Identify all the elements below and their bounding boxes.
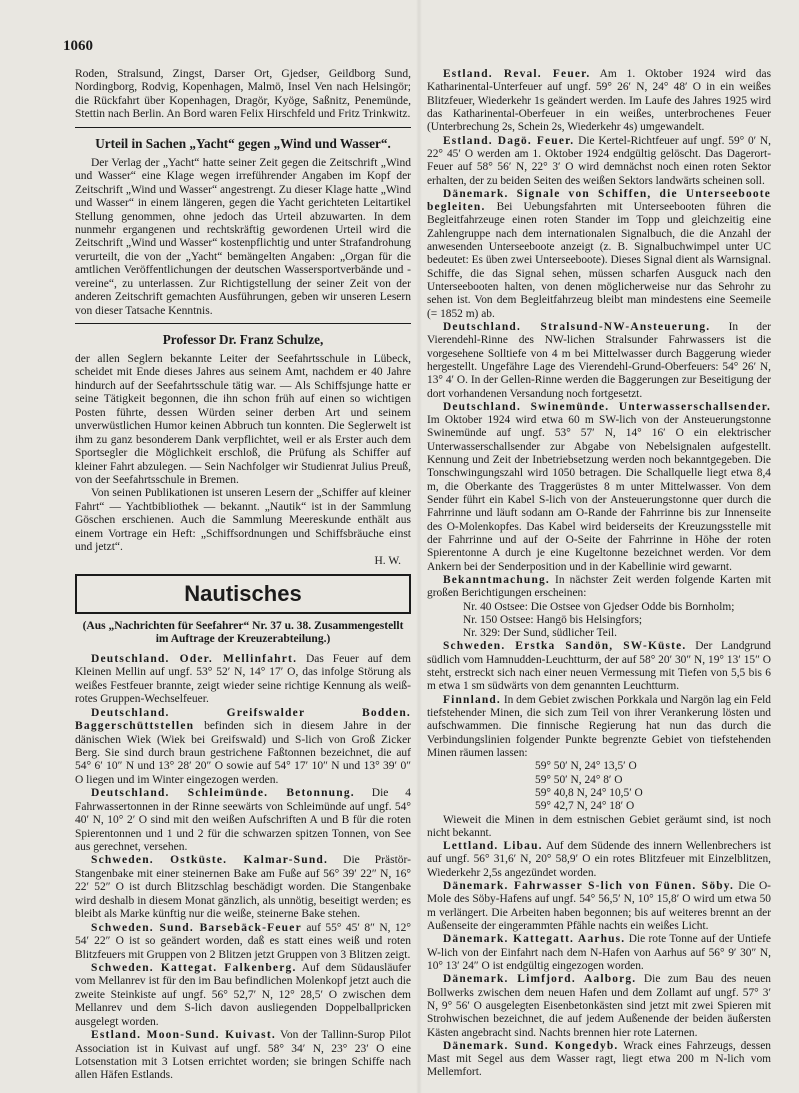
notice-title: Deutschland. Greifswalder Bodden. Baggerschüttstellen [75, 706, 411, 733]
notice-title: Deutschland. Oder. Mellinfahrt. [91, 652, 298, 665]
notice-item [75, 653, 411, 707]
notice-body: In dem Gebiet zwischen Porkkala und Nargön lag ein Feld tiefstehender Minen, die sich zum Teil von ihrer Verankerung lösten und aufschwammen. Die finnische Regierung hat nun das durch die Verbindungslinien folgender Punkte begrenzte Gebiet von tiefstehenden Minen räumen lassen: [427, 693, 771, 759]
notice-body: Von der Tallinn-Surop Pilot Association ist in Kuivast auf ungf. 58° 34′ N, 23° 23′ O eine Lotsenstation mit 3 Lotsen errichtet worden; sie bringen Schiffe nach allen Häfen Estlands. [75, 1029, 411, 1082]
notice-item [427, 973, 771, 1040]
notice-title: Schweden. Erstka Sandön, SW-Küste. [443, 640, 687, 653]
notice-body: Die Kertel-Richtfeuer auf ungf. 59° 0′ N, 22° 45′ O werden am 1. Oktober 1924 endgültig gelöscht. Das Dagerort-Feuer auf 58° 56′ N, 22° 3′ O wird demnächst noch einen roten Sektor erhalten, der zu beiden Seiten des weißen Sektors landwärts scheinen soll. [427, 134, 771, 187]
right-notice-list-1 [427, 68, 771, 601]
coordinate-list [427, 760, 771, 813]
signature: H. W. [374, 554, 401, 567]
section-divider [75, 323, 411, 324]
notice-title: Dänemark. Fahrwasser S-lich von Fünen. Söby. [443, 880, 735, 893]
notice-body: Die O-Mole des Söby-Hafens auf ungf. 54° 56,5′ N, 10° 15,8′ O wird um etwa 50 m verlängert. Die Arbeiten haben begonnen; bis auf weiteres brennt an der Außenseite der eingerammten Pfähle nachts ein weißes Licht. [427, 880, 771, 932]
notice-title: Bekanntmachung. [443, 573, 550, 586]
notice-title: Dänemark. Kattegatt. Aarhus. [443, 933, 626, 946]
chart-entry: Nr. 40 Ostsee: Die Ostsee von Gjedser Odde bis Bornholm; [463, 600, 735, 613]
notice-item [427, 640, 771, 693]
notice-title: Deutschland. Swinemünde. Unterwasserschallsender. [443, 400, 771, 413]
notice-body: In nächster Zeit werden folgende Karten mit großen Berichtigungen erscheinen: [427, 573, 771, 600]
urteil-paragraph: Der Verlag der „Yacht“ hatte seiner Zeit gegen die Zeitschrift „Wind und Wasser“ eine Klage wegen irreführender Angaben im Kopf der Zeitschrift „Wind und Wasser“ angestrengt. Zu dieser Klage hatte „Wind und Wasser“ in einem längeren, gegen die Yacht gerichteten Leitartikel Stellung genommen, ohne jedoch das Urteil abzuwarten. In dem nunmehr ergangenen und rechtskräftig gewordenen Urteil wird die Zeitschrift „Wind und Wasser“ kostenpflichtig und unter Strafandrohung verurteilt, die von der „Yacht“ bemängelten Angaben: „Organ für die amtlichen Veröffentlichungen der deutschen Wassersportverbände und -vereine“, zu unterlassen. Zur Richtigstellung der seiner Zeit von der anderen Zeitschrift gemachten Ausführungen, geben wir unseren Lesern von dieser Tatsache Kenntnis. [75, 156, 411, 317]
nautisches-heading: Nautisches [184, 581, 302, 606]
notice-body: Wrack eines Fahrzeugs, dessen Mast mit Segel aus dem Wasser ragt, liegt etwa 200 m N-lich vom Mellemfort. [427, 1039, 771, 1079]
notice-body: Bei Uebungsfahrten mit Unterseebooten führen die Begleitfahrzeuge einen roten Stander im Topp und gleichzeitig eine Zahlengruppe nach dem internationalen Signalbuch, die die Anzahl der anwesenden Unterseeboote anzeigt (z. B. Signalbuchwimpel unter UC bedeutet: Es üben zwei Unterseeboote). Dieses Signal dient als Warnsignal. Schiffe, die das Signal sehen, müssen scharfen Ausguck nach den Unterseebooten halten, von denen möglicherweise nur das Sehrohr zu sehen ist. Von dem Begleitfahrzeug bleibt man mindestens eine Seemeile (= 1852 m) ab. [427, 201, 771, 320]
notice-body: Auf dem Südausläufer vom Mellanrev ist für den im Bau befindlichen Molenkopf jetzt auch die zweite Steinkiste auf ungf. 56° 52,7′ N, 12° 28,5′ O zwischen dem Mellanrev und dem S-lich davon ausliegenden Doppelballpricken ausgelegt worden. [75, 961, 411, 1028]
notice-item [427, 1040, 771, 1080]
section-divider [75, 127, 411, 128]
coordinate-entry: 59° 50′ N, 24° 13,5′ O [535, 760, 637, 773]
finnland-closing: Wieweit die Minen in dem estnischen Gebiet geräumt sind, ist noch nicht bekannt. [427, 813, 771, 839]
right-notice-list-3 [427, 840, 771, 1080]
page-fold-shadow [416, 0, 422, 1093]
notice-item [427, 574, 771, 601]
notice-item [427, 694, 771, 761]
notice-item [427, 188, 771, 321]
notice-title: Estland. Reval. Feuer. [443, 68, 591, 80]
right-notice-list-2 [427, 640, 771, 760]
left-notice-list [75, 653, 411, 1083]
notice-title: Estland. Dagö. Feuer. [443, 134, 575, 147]
chart-entry: Nr. 329: Der Sund, südlicher Teil. [463, 627, 618, 640]
schulze-paragraph: der allen Seglern bekannte Leiter der Seefahrtsschule in Lübeck, scheidet mit Ende dieses Jahres aus seinem Amt, nachdem er 40 Jahre hindurch auf der Seefahrtsschule tätig war. — Als Schiffsjunge hatte er seine Tätigkeit begonnen, die ihn schon früh auf einen so wichtigen Posten führte, dessen Würden seiner derben Art und seinem unverwüstlichen Humor keinen Abbruch tun konnten. Die Seglerwelt ist ihm zu ganz besonderem Dank verpflichtet, weil er als Erster auch dem Sportsegler die Möglichkeit erschloß, die Prüfung als Schiffer auf kleiner Fahrt abzulegen. — Sein Nachfolger wir Studienrat Julius Preuß, von der Seefahrtsschule in Bremen. [75, 353, 411, 486]
notice-title: Estland. Moon-Sund. Kuivast. [91, 1029, 276, 1042]
notice-body: auf 55° 45′ 8″ N, 12° 54′ 22″ O ist so geändert worden, daß es statt eines weiß und roten Blitzfeuers mit Gruppen von 2 Blitzen jetzt Gruppen von 3 Blitzen zeigt. [75, 921, 412, 961]
page-number: 1060 [63, 38, 93, 54]
notice-item [75, 854, 411, 921]
notice-body: Die Prästör-Stangenbake mit einer steinernen Bake am Fuße auf 56° 39′ 22″ N, 16° 22′ 52″ O ist durch Blitzschlag beschädigt worden. Die Stangenbake wird deshalb in diesem Monat gänzlich, als unnötig, beseitigt werden; es bleibt als Marke künftig nur die weiße, steinerne Bake stehen. [75, 854, 411, 921]
notice-title: Dänemark. Limfjord. Aalborg. [443, 973, 637, 986]
notice-item [427, 321, 771, 401]
notice-body: Die 4 Fahrwassertonnen in der Rinne seewärts von Schleimünde auf ungf. 54° 40′ N, 10° 2′ O sind mit den weißen Aufschriften A und B für die roten Spierentonnen und 1 und 2 für die schwarzen spitzen Tonnen, von See aus gerechnet, versehen. [75, 787, 412, 853]
notice-body: befinden sich in diesem Jahre in der dänischen Wiek (Wiek bei Greifswald) und S-lich von Groß Zicker Berg. Sie sind durch braun gestrichene Faßtonnen bezeichnet, die auf 54° 6′ 10″ N und 13° 28′ 20″ O sowie auf 54° 17′ 10″ N und 13° 39′ 0″ O liegen und im Winter eingezogen werden. [75, 720, 411, 786]
schulze-heading: Professor Dr. Franz Schulze, [162, 332, 324, 347]
coordinate-entry: 59° 42,7 N, 24° 18′ O [535, 800, 635, 813]
intro-paragraph: Roden, Stralsund, Zingst, Darser Ort, Gjedser, Geildborg Sund, Nordingborg, Rodvig, Kopenhagen, Malmö, Insel Ven nach Helsingör; die Rückfahrt über Kopenhagen, Dragör, Kyöge, Saßnitz, Penemünde, Stettin nach Berlin. An Bord waren Felix Hirschfeld und Fritz Trinkwitz. [75, 68, 411, 121]
notice-body: Der Landgrund südlich vom Hamnudden-Leuchtturm, der auf 58° 20′ 30″ N, 19° 13′ 15″ O steht, erstreckt sich nach einer neuen Vermessung mit Tiefen von 5,5 bis 6 m etwa 1 sm südwärts von dem genannten Leuchtturm. [427, 640, 771, 693]
notice-item [75, 1029, 411, 1083]
notice-item [427, 68, 771, 135]
coordinate-entry: 59° 50′ N, 24° 8′ O [535, 773, 623, 786]
notice-title: Schweden. Ostküste. Kalmar-Sund. [91, 854, 329, 867]
nautisches-box [75, 574, 411, 614]
notice-item [427, 401, 771, 574]
notice-item [75, 787, 411, 854]
notice-item [427, 135, 771, 188]
notice-title: Finnland. [443, 693, 501, 706]
notice-body: In der Vierendehl-Rinne des NW-lichen Stralsunder Fahrwassers ist die vorgesehene Solltiefe von 4 m bei Mittelwasser durch Baggerung wieder hergestellt. Ungefähre Lage des Vierendehl-Grund-Oberfeuers: 54° 26′ N, 13° 4′ O. In der Gellen-Rinne werden die Baggerungen zur Beseitigung der dort vorhandenen Versandung noch fortgesetzt. [427, 320, 771, 400]
nautisches-source: (Aus „Nachrichten für Seefahrer“ Nr. 37 u. 38. Zusammengestellt im Auftrage der Kreuzerabteilung.) [82, 620, 404, 646]
urteil-heading: Urteil in Sachen „Yacht“ gegen „Wind und Wasser“. [95, 135, 391, 151]
notice-item [427, 840, 771, 880]
notice-item [427, 933, 771, 973]
schulze-paragraph-2: Von seinen Publikationen ist unseren Lesern der „Schiffer auf kleiner Fahrt“ — Yachtbibliothek — bekannt. „Nautik“ ist in der Sammlung Göschen erschienen. Auch die Sammlung Meereskunde enthält aus einem Vortrage ein Heft: „Schiffsordnungen und Schiffsbräuche einst und jetzt“. [75, 487, 411, 554]
right-column [427, 68, 771, 1080]
notice-body: Auf dem Südende des innern Wellenbrechers ist auf ungf. 56° 31,6′ N, 20° 58,9′ O ein rotes Blitzfeuer mit Einzelblitzen, Wiederkehr 2,5s angezündet worden. [427, 840, 772, 879]
notice-item [427, 880, 771, 933]
notice-title: Schweden. Sund. Barsebäck-Feuer [91, 921, 302, 934]
notice-body: Am 1. Oktober 1924 wird das Katharinental-Unterfeuer auf ungf. 59° 26′ N, 24° 48′ O in ein weißes Blitzfeuer, Wiederkehr 1s geändert werden. Im Laufe des Jahres 1925 wird das Katharinental-Oberfeuer in ein weißes, unterbrochenes Feuer (Unterbrechung 2s, Schein 2s, Wiederkehr 4s) umgewandelt. [427, 68, 771, 134]
notice-title: Dänemark. Sund. Kongedyb. [443, 1039, 619, 1052]
notice-body: Im Oktober 1924 wird etwa 60 m SW-lich von der Ansteuerungstonne Swinemünde auf ungf. 53° 57′ N, 14° 16′ O ein elektrischer Unterwasserschallsender zur Abgabe von Nebelsignalen aufgestellt. Kennung und Zeit der Inbetriebsetzung werden noch bekanntgegeben. Die Tonschwingungszahl wird 1050 betragen. Die Schallquelle liegt etwa 8,4 m, die Oberkante des Traggerüstes 8 m unter Mittelwasser. Von dem Sender führt ein Kabel S-lich von der Ansteuerungstonne quer durch die Fahrrinne und läuft sodann am O-Rande der Fahrrinne bis zur Innenseite des O-Molenkopfes. Das Kabel wird beiderseits der Kreuzungsstelle mit der Fahrrinne und auf der O-Seite der Fahrrinne in Höhe der roten Spierentonne A durch je eine Kugeltonne bezeichnet werden. Vor dem Ankern bei der Senderposition und in der Kabellinie wird gewarnt. [427, 414, 771, 573]
notice-body: Das Feuer auf dem Kleinen Mellin auf ungf. 53° 52′ N, 14° 17′ O, das infolge Störung als weißes Festfeuer brannte, zeigt wieder seine richtige Kennung als weiß-rotes Gruppen-Wechselfeuer. [75, 652, 411, 706]
notice-title: Dänemark. Signale von Schiffen, die Unterseeboote begleiten. [427, 187, 771, 214]
coordinate-entry: 59° 40,8 N, 24° 10,5′ O [535, 786, 643, 799]
notice-title: Deutschland. Schleimünde. Betonnung. [91, 787, 355, 800]
notice-item [75, 707, 411, 788]
notice-title: Lettland. Libau. [443, 840, 543, 853]
notice-title: Deutschland. Stralsund-NW-Ansteuerung. [443, 320, 711, 333]
chart-list [427, 601, 771, 641]
left-column [75, 68, 411, 1083]
notice-item [75, 962, 411, 1029]
chart-entry: Nr. 150 Ostsee: Hangö bis Helsingfors; [463, 613, 643, 626]
notice-body: Die zum Bau des neuen Bollwerks zwischen dem neuen Hafen und dem Zollamt auf ungf. 57° 3′ N, 9° 56′ O ausgelegten Eisenbetonkästen sind jetzt mit zwei Spieren mit Strohwischen bezeichnet, die auf jedem Außenende der beiden äußersten Kästen angebracht sind. Nachts brennen hier rote Laternen. [427, 973, 771, 1039]
notice-body: Die rote Tonne auf der Untiefe W-lich von der Einfahrt nach dem N-Hafen von Aarhus auf 56° 9′ 30″ N, 10° 13′ 24″ O ist endgültig eingezogen worden. [427, 933, 771, 972]
notice-title: Schweden. Kattegat. Falkenberg. [91, 961, 297, 974]
notice-item [75, 922, 411, 962]
